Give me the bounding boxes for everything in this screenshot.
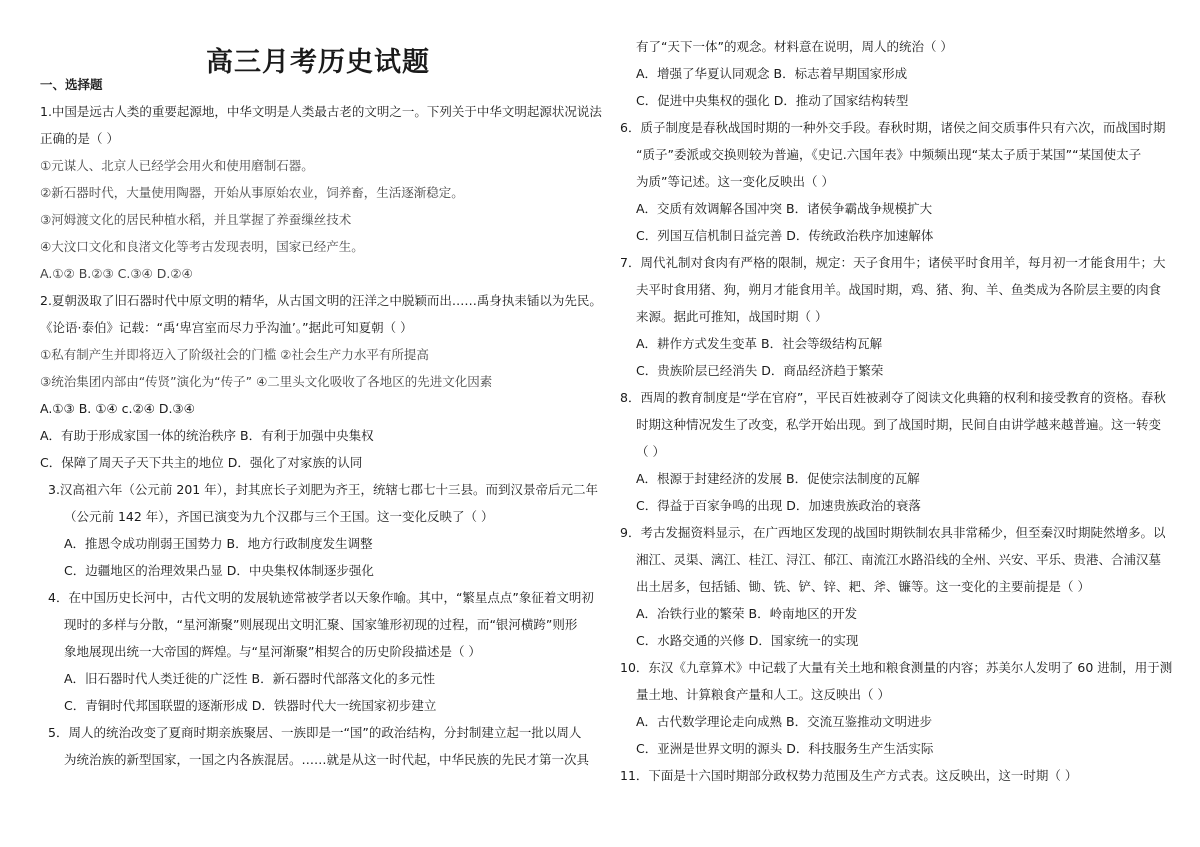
text-line: ③统治集团内部由“传贤”演化为“传子” ④二里头文化吸收了各地区的先进文化因素 [40, 374, 493, 389]
text-line: C．边疆地区的治理效果凸显 D．中央集权体制逐步强化 [64, 563, 374, 578]
text-line: 来源。据此可推知，战国时期（ ） [636, 309, 828, 324]
text-line: A．冶铁行业的繁荣 B．岭南地区的开发 [636, 606, 858, 621]
text-line: 5．周人的统治改变了夏商时期亲族聚居、一族即是一“国”的政治结构，分封制建立起一批以周人 [48, 725, 582, 740]
text-line: A．有助于形成家国一体的统治秩序 B．有利于加强中央集权 [40, 428, 374, 443]
text-line: ①元谋人、北京人已经学会用火和使用磨制石器。 [40, 158, 314, 173]
text-line: 正确的是（ ） [40, 131, 119, 146]
text-line: （ ） [636, 444, 665, 459]
text-line: 6．质子制度是春秋战国时期的一种外交手段。春秋时期，诸侯之间交质事件只有六次，而战国时期 [620, 120, 1166, 135]
text-line: “质子”委派或交换则较为普遍，《史记.六国年表》中频频出现“某太子质于某国”“某国使太子 [636, 147, 1142, 162]
text-line: 2.夏朝汲取了旧石器时代中原文明的精华，从古国文明的汪洋之中脱颖而出……禹身执耒锸以为先民。 [40, 293, 602, 308]
text-line: A．旧石器时代人类迁徙的广泛性 B．新石器时代部落文化的多元性 [64, 671, 436, 686]
text-line: 4．在中国历史长河中，古代文明的发展轨迹常被学者以天象作喻。其中，“繁星点点”象征着文明初 [48, 590, 594, 605]
text-line: A．增强了华夏认同观念 B．标志着早期国家形成 [636, 66, 908, 81]
text-line: A.①③ B. ①④ c.②④ D.③④ [40, 401, 195, 416]
text-line: C．促进中央集权的强化 D．推动了国家结构转型 [636, 93, 909, 108]
text-line: （公元前 142 年），齐国已演变为九个汉郡与三个王国。这一变化反映了（ ） [64, 509, 494, 524]
text-line: A．古代数学理论走向成熟 B．交流互鉴推动文明进步 [636, 714, 933, 729]
text-line: 量土地、计算粮食产量和人工。这反映出（ ） [636, 687, 890, 702]
text-line: ①私有制产生并即将迈入了阶级社会的门槛 ②社会生产力水平有所提高 [40, 347, 429, 362]
text-line: 为统治族的新型国家，一国之内各族混居。……就是从这一时代起，中华民族的先民才第一次具 [64, 752, 590, 767]
text-line: A．耕作方式发生变革 B．社会等级结构瓦解 [636, 336, 883, 351]
text-line: 象地展现出统一大帝国的辉煌。与“星河渐聚”相契合的历史阶段描述是（ ） [64, 644, 481, 659]
text-line: ④大汶口文化和良渚文化等考古发现表明，国家已经产生。 [40, 239, 364, 254]
text-line: C．列国互信机制日益完善 D．传统政治秩序加速解体 [636, 228, 934, 243]
text-line: C．亚洲是世界文明的源头 D．科技服务生产生活实际 [636, 741, 934, 756]
text-line: 为质”等记述。这一变化反映出（ ） [636, 174, 834, 189]
text-line: 10．东汉《九章算术》中记载了大量有关土地和粮食测量的内容；苏美尔人发明了 60 进制，用于测 [620, 660, 1173, 675]
text-line: 8．西周的教育制度是“学在官府”，平民百姓被剥夺了阅读文化典籍的权利和接受教育的资格。春秋 [620, 390, 1166, 405]
text-line: 1.中国是远古人类的重要起源地，中华文明是人类最古老的文明之一。下列关于中华文明起源状况说法 [40, 104, 602, 119]
text-line: C．水路交通的兴修 D．国家统一的实现 [636, 633, 859, 648]
text-line: ③河姆渡文化的居民种植水稻，并且掌握了养蚕缫丝技术 [40, 212, 352, 227]
text-line: ②新石器时代，大量使用陶器，开始从事原始农业，饲养畜，生活逐渐稳定。 [40, 185, 464, 200]
text-line: 时期这种情况发生了改变，私学开始出现。到了战国时期，民间自由讲学越来越普遍。这一转变 [636, 417, 1162, 432]
text-line: C．青铜时代邦国联盟的逐渐形成 D．铁器时代大一统国家初步建立 [64, 698, 437, 713]
text-line: 一、选择题 [40, 77, 103, 92]
page-title: 高三月考历史试题 [206, 47, 430, 78]
text-line: A.①② B.②③ C.③④ D.②④ [40, 266, 193, 281]
text-line: 《论语·泰伯》记载：“禹‘卑宫室而尽力乎沟洫’。”据此可知夏朝（ ） [40, 320, 413, 335]
text-line: 3.汉高祖六年（公元前 201 年），封其庶长子刘肥为齐王，统辖七郡七十三县。而到汉景帝后元二年 [48, 482, 598, 497]
text-line: C．保障了周天子天下共主的地位 D．强化了对家族的认同 [40, 455, 363, 470]
text-line: A．根源于封建经济的发展 B．促使宗法制度的瓦解 [636, 471, 920, 486]
text-line: 夫平时食用猪、狗，朔月才能食用羊。战国时期，鸡、猪、狗、羊、鱼类成为各阶层主要的肉食 [636, 282, 1162, 297]
text-line: C．得益于百家争鸣的出现 D．加速贵族政治的衰落 [636, 498, 921, 513]
text-line: 7．周代礼制对食肉有严格的限制，规定：天子食用牛；诸侯平时食用羊，每月初一才能食用牛；大 [620, 255, 1166, 270]
text-line: A．交质有效调解各国冲突 B．诸侯争霸战争规模扩大 [636, 201, 933, 216]
text-line: 湘江、灵渠、漓江、桂江、浔江、郁江、南流江水路沿线的全州、兴安、平乐、贵港、合浦汉墓 [636, 552, 1162, 567]
text-line: 出土居多，包括锸、锄、铣、铲、锌、耙、斧、镰等。这一变化的主要前提是（ ） [636, 579, 1090, 594]
text-line: 9．考古发掘资料显示，在广西地区发现的战国时期铁制农具非常稀少，但至秦汉时期陡然增多。以 [620, 525, 1166, 540]
text-line: C．贵族阶层已经消失 D．商品经济趋于繁荣 [636, 363, 884, 378]
text-line: 有了“天下一体”的观念。材料意在说明，周人的统治（ ） [636, 39, 953, 54]
text-line: 11．下面是十六国时期部分政权势力范围及生产方式表。这反映出，这一时期（ ） [620, 768, 1078, 783]
text-line: 现时的多样与分散，“星河渐聚”则展现出文明汇聚、国家雏形初现的过程，而“银河横跨”则形 [64, 617, 578, 632]
text-line: A．推恩令成功削弱王国势力 B．地方行政制度发生调整 [64, 536, 373, 551]
